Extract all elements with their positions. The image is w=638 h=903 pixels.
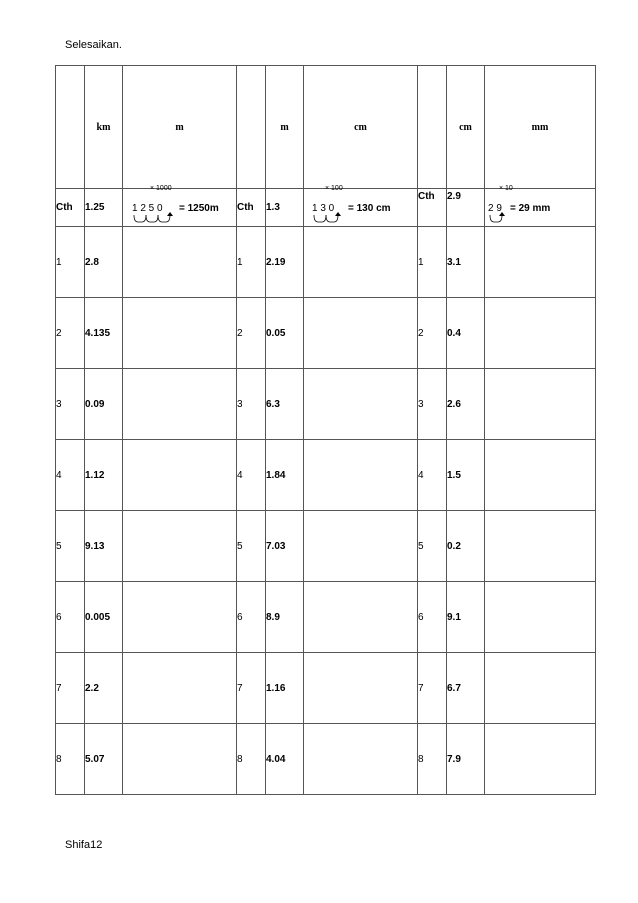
- example-digits: 1 2 5 0: [132, 203, 163, 214]
- question-number: 7: [237, 653, 266, 724]
- question-number: 7: [56, 653, 85, 724]
- answer-cell[interactable]: [123, 653, 237, 724]
- question-value: 4.04: [266, 724, 304, 795]
- question-row: [56, 369, 596, 440]
- answer-cell[interactable]: [123, 227, 237, 298]
- example-working: [123, 185, 237, 227]
- question-value: 5.07: [85, 724, 123, 795]
- hop-arrows-icon: [133, 213, 175, 225]
- header-blank: [418, 66, 447, 189]
- answer-cell[interactable]: [304, 440, 418, 511]
- answer-cell[interactable]: [304, 227, 418, 298]
- header-to-unit: m: [123, 66, 237, 189]
- answer-cell[interactable]: [485, 369, 596, 440]
- conversion-table: [55, 65, 596, 795]
- answer-cell[interactable]: [304, 369, 418, 440]
- question-value: 0.005: [85, 582, 123, 653]
- question-number: 5: [418, 511, 447, 582]
- answer-cell[interactable]: [304, 724, 418, 795]
- answer-cell[interactable]: [123, 298, 237, 369]
- question-number: 6: [418, 582, 447, 653]
- answer-cell[interactable]: [123, 440, 237, 511]
- header-blank: [56, 66, 85, 189]
- question-value: 2.19: [266, 227, 304, 298]
- answer-cell[interactable]: [123, 724, 237, 795]
- example-result: = 29 mm: [510, 203, 551, 214]
- question-number: 8: [56, 724, 85, 795]
- question-value: 7.03: [266, 511, 304, 582]
- question-number: 3: [56, 369, 85, 440]
- question-number: 7: [418, 653, 447, 724]
- question-value: 2.8: [85, 227, 123, 298]
- question-value: 1.16: [266, 653, 304, 724]
- answer-cell[interactable]: [485, 440, 596, 511]
- example-factor: × 10: [499, 185, 513, 192]
- example-row: [56, 189, 596, 227]
- answer-cell[interactable]: [485, 227, 596, 298]
- question-number: 4: [56, 440, 85, 511]
- instruction-text: Selesaikan.: [65, 39, 122, 51]
- question-value: 3.1: [447, 227, 485, 298]
- example-working: [485, 185, 596, 227]
- answer-cell[interactable]: [123, 582, 237, 653]
- example-result: = 1250m: [179, 203, 219, 214]
- example-working: [304, 185, 418, 227]
- example-digits: 1 3 0: [312, 203, 335, 214]
- question-value: 8.9: [266, 582, 304, 653]
- question-number: 2: [237, 298, 266, 369]
- example-digits: 2 9: [488, 203, 502, 214]
- question-value: 0.09: [85, 369, 123, 440]
- answer-cell[interactable]: [304, 511, 418, 582]
- question-value: 6.7: [447, 653, 485, 724]
- answer-cell[interactable]: [123, 369, 237, 440]
- answer-cell[interactable]: [123, 511, 237, 582]
- answer-cell[interactable]: [485, 582, 596, 653]
- question-number: 4: [418, 440, 447, 511]
- question-value: 0.2: [447, 511, 485, 582]
- answer-cell[interactable]: [304, 298, 418, 369]
- header-from-unit: cm: [447, 66, 485, 189]
- question-row: [56, 440, 596, 511]
- example-result: = 130 cm: [348, 203, 391, 214]
- header-from-unit: m: [266, 66, 304, 189]
- example-factor: × 100: [325, 185, 343, 192]
- question-number: 1: [418, 227, 447, 298]
- question-value: 7.9: [447, 724, 485, 795]
- question-value: 1.84: [266, 440, 304, 511]
- example-label: Cth: [237, 189, 266, 227]
- question-number: 6: [56, 582, 85, 653]
- example-label: Cth: [418, 189, 447, 227]
- question-value: 2.2: [85, 653, 123, 724]
- question-number: 8: [418, 724, 447, 795]
- answer-cell[interactable]: [485, 511, 596, 582]
- header-blank: [237, 66, 266, 189]
- question-value: 4.135: [85, 298, 123, 369]
- header-to-unit: mm: [485, 66, 596, 189]
- example-value: 1.3: [266, 189, 304, 227]
- answer-cell[interactable]: [485, 724, 596, 795]
- question-number: 2: [56, 298, 85, 369]
- question-value: 6.3: [266, 369, 304, 440]
- question-number: 6: [237, 582, 266, 653]
- header-from-unit: km: [85, 66, 123, 189]
- hop-arrows-icon: [489, 213, 507, 225]
- question-number: 2: [418, 298, 447, 369]
- answer-cell[interactable]: [485, 298, 596, 369]
- question-row: [56, 298, 596, 369]
- hop-arrows-icon: [313, 213, 343, 225]
- example-label: Cth: [56, 189, 85, 227]
- question-row: [56, 653, 596, 724]
- question-number: 8: [237, 724, 266, 795]
- question-number: 5: [56, 511, 85, 582]
- question-value: 0.05: [266, 298, 304, 369]
- example-factor: × 1000: [150, 185, 172, 192]
- question-value: 1.5: [447, 440, 485, 511]
- question-value: 2.6: [447, 369, 485, 440]
- footer-text: Shifa12: [65, 839, 103, 851]
- question-number: 3: [418, 369, 447, 440]
- question-row: [56, 227, 596, 298]
- question-value: 9.13: [85, 511, 123, 582]
- example-value: 1.25: [85, 189, 123, 227]
- question-value: 1.12: [85, 440, 123, 511]
- example-value: 2.9: [447, 189, 485, 227]
- question-row: [56, 511, 596, 582]
- question-row: [56, 582, 596, 653]
- header-to-unit: cm: [304, 66, 418, 189]
- question-number: 1: [237, 227, 266, 298]
- answer-cell[interactable]: [304, 582, 418, 653]
- question-value: 0.4: [447, 298, 485, 369]
- answer-cell[interactable]: [304, 653, 418, 724]
- question-number: 5: [237, 511, 266, 582]
- header-row: [56, 66, 596, 189]
- answer-cell[interactable]: [485, 653, 596, 724]
- question-value: 9.1: [447, 582, 485, 653]
- question-number: 3: [237, 369, 266, 440]
- question-row: [56, 724, 596, 795]
- question-number: 1: [56, 227, 85, 298]
- question-number: 4: [237, 440, 266, 511]
